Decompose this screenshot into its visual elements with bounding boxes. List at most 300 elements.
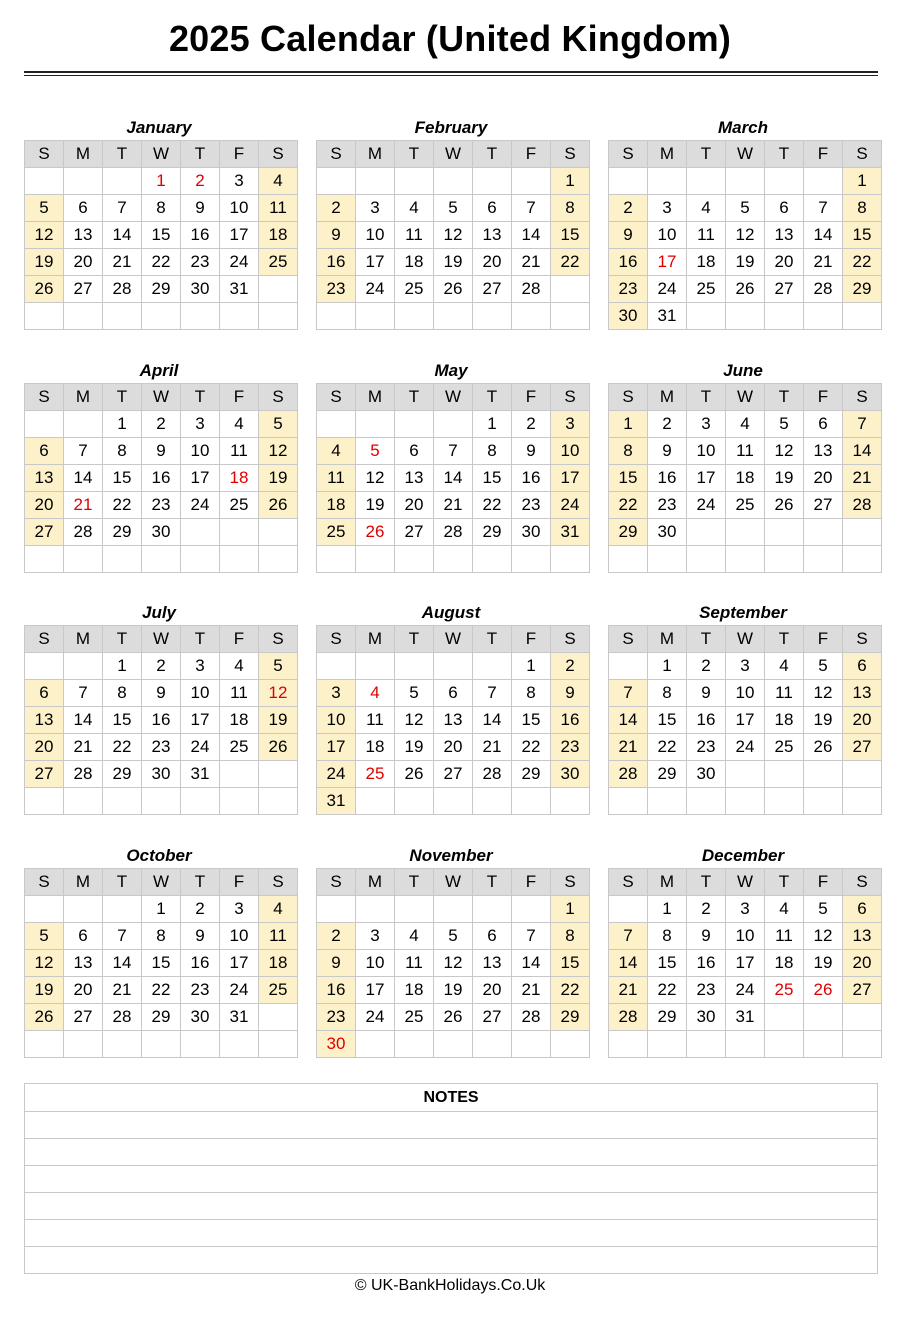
day-cell[interactable]: 6 xyxy=(64,923,103,950)
day-cell[interactable]: 29 xyxy=(103,519,142,546)
day-cell[interactable]: 30 xyxy=(142,761,181,788)
day-cell[interactable]: 4 xyxy=(687,195,726,222)
day-cell[interactable]: 6 xyxy=(395,438,434,465)
day-cell[interactable]: 8 xyxy=(473,438,512,465)
day-cell[interactable]: 4 xyxy=(317,438,356,465)
day-cell[interactable]: 18 xyxy=(687,249,726,276)
day-cell[interactable]: 11 xyxy=(726,438,765,465)
day-cell[interactable]: 1 xyxy=(103,411,142,438)
day-cell[interactable]: 10 xyxy=(551,438,590,465)
day-cell[interactable]: 13 xyxy=(25,465,64,492)
day-cell[interactable]: 23 xyxy=(687,977,726,1004)
day-cell[interactable]: 16 xyxy=(181,222,220,249)
day-cell[interactable]: 26 xyxy=(765,492,804,519)
day-cell[interactable]: 13 xyxy=(765,222,804,249)
day-cell[interactable]: 5 xyxy=(259,411,298,438)
notes-line[interactable] xyxy=(25,1247,877,1273)
day-cell[interactable]: 16 xyxy=(317,977,356,1004)
day-cell[interactable]: 23 xyxy=(181,249,220,276)
holiday-day-cell[interactable]: 26 xyxy=(804,977,843,1004)
day-cell[interactable]: 16 xyxy=(512,465,551,492)
notes-line[interactable] xyxy=(25,1220,877,1247)
day-cell[interactable]: 3 xyxy=(648,195,687,222)
day-cell[interactable]: 5 xyxy=(804,653,843,680)
day-cell[interactable]: 11 xyxy=(395,222,434,249)
day-cell[interactable]: 11 xyxy=(259,923,298,950)
day-cell[interactable]: 25 xyxy=(317,519,356,546)
day-cell[interactable]: 18 xyxy=(317,492,356,519)
day-cell[interactable]: 18 xyxy=(765,707,804,734)
day-cell[interactable]: 26 xyxy=(259,734,298,761)
day-cell[interactable]: 11 xyxy=(687,222,726,249)
day-cell[interactable]: 9 xyxy=(142,680,181,707)
day-cell[interactable]: 16 xyxy=(317,249,356,276)
day-cell[interactable]: 8 xyxy=(609,438,648,465)
day-cell[interactable]: 13 xyxy=(64,222,103,249)
day-cell[interactable]: 16 xyxy=(142,465,181,492)
day-cell[interactable]: 13 xyxy=(804,438,843,465)
day-cell[interactable]: 21 xyxy=(609,734,648,761)
day-cell[interactable]: 23 xyxy=(142,734,181,761)
day-cell[interactable]: 8 xyxy=(843,195,882,222)
day-cell[interactable]: 27 xyxy=(843,734,882,761)
day-cell[interactable]: 7 xyxy=(103,923,142,950)
day-cell[interactable]: 1 xyxy=(142,896,181,923)
day-cell[interactable]: 29 xyxy=(142,276,181,303)
day-cell[interactable]: 29 xyxy=(473,519,512,546)
day-cell[interactable]: 25 xyxy=(259,249,298,276)
day-cell[interactable]: 25 xyxy=(259,977,298,1004)
day-cell[interactable]: 2 xyxy=(687,896,726,923)
day-cell[interactable]: 28 xyxy=(103,1004,142,1031)
day-cell[interactable]: 15 xyxy=(512,707,551,734)
day-cell[interactable]: 17 xyxy=(220,222,259,249)
day-cell[interactable]: 14 xyxy=(512,950,551,977)
day-cell[interactable]: 11 xyxy=(765,923,804,950)
day-cell[interactable]: 21 xyxy=(473,734,512,761)
day-cell[interactable]: 24 xyxy=(181,734,220,761)
day-cell[interactable]: 6 xyxy=(804,411,843,438)
day-cell[interactable]: 16 xyxy=(551,707,590,734)
day-cell[interactable]: 24 xyxy=(687,492,726,519)
day-cell[interactable]: 7 xyxy=(804,195,843,222)
day-cell[interactable]: 9 xyxy=(317,950,356,977)
day-cell[interactable]: 9 xyxy=(142,438,181,465)
day-cell[interactable]: 18 xyxy=(395,249,434,276)
day-cell[interactable]: 1 xyxy=(648,896,687,923)
day-cell[interactable]: 25 xyxy=(220,734,259,761)
day-cell[interactable]: 2 xyxy=(317,923,356,950)
day-cell[interactable]: 15 xyxy=(843,222,882,249)
day-cell[interactable]: 9 xyxy=(512,438,551,465)
day-cell[interactable]: 4 xyxy=(726,411,765,438)
day-cell[interactable]: 21 xyxy=(609,977,648,1004)
day-cell[interactable]: 4 xyxy=(765,653,804,680)
day-cell[interactable]: 12 xyxy=(804,923,843,950)
day-cell[interactable]: 10 xyxy=(726,923,765,950)
day-cell[interactable]: 25 xyxy=(726,492,765,519)
day-cell[interactable]: 14 xyxy=(434,465,473,492)
day-cell[interactable]: 17 xyxy=(726,950,765,977)
day-cell[interactable]: 29 xyxy=(843,276,882,303)
day-cell[interactable]: 18 xyxy=(259,222,298,249)
day-cell[interactable]: 22 xyxy=(103,734,142,761)
day-cell[interactable]: 26 xyxy=(25,1004,64,1031)
day-cell[interactable]: 2 xyxy=(551,653,590,680)
day-cell[interactable]: 14 xyxy=(103,222,142,249)
day-cell[interactable]: 30 xyxy=(181,1004,220,1031)
day-cell[interactable]: 5 xyxy=(25,923,64,950)
day-cell[interactable]: 20 xyxy=(64,249,103,276)
day-cell[interactable]: 7 xyxy=(843,411,882,438)
day-cell[interactable]: 13 xyxy=(473,950,512,977)
day-cell[interactable]: 19 xyxy=(259,707,298,734)
day-cell[interactable]: 2 xyxy=(317,195,356,222)
day-cell[interactable]: 27 xyxy=(64,1004,103,1031)
day-cell[interactable]: 8 xyxy=(103,680,142,707)
day-cell[interactable]: 22 xyxy=(473,492,512,519)
day-cell[interactable]: 29 xyxy=(142,1004,181,1031)
holiday-day-cell[interactable]: 2 xyxy=(181,168,220,195)
day-cell[interactable]: 26 xyxy=(25,276,64,303)
day-cell[interactable]: 7 xyxy=(434,438,473,465)
day-cell[interactable]: 18 xyxy=(395,977,434,1004)
day-cell[interactable]: 24 xyxy=(220,249,259,276)
day-cell[interactable]: 3 xyxy=(181,411,220,438)
day-cell[interactable]: 24 xyxy=(648,276,687,303)
day-cell[interactable]: 26 xyxy=(259,492,298,519)
day-cell[interactable]: 19 xyxy=(25,249,64,276)
day-cell[interactable]: 28 xyxy=(64,519,103,546)
day-cell[interactable]: 8 xyxy=(142,923,181,950)
day-cell[interactable]: 20 xyxy=(25,734,64,761)
day-cell[interactable]: 7 xyxy=(512,923,551,950)
day-cell[interactable]: 12 xyxy=(765,438,804,465)
day-cell[interactable]: 15 xyxy=(648,950,687,977)
day-cell[interactable]: 13 xyxy=(25,707,64,734)
day-cell[interactable]: 5 xyxy=(259,653,298,680)
day-cell[interactable]: 27 xyxy=(25,519,64,546)
day-cell[interactable]: 16 xyxy=(687,950,726,977)
holiday-day-cell[interactable]: 25 xyxy=(765,977,804,1004)
day-cell[interactable]: 11 xyxy=(317,465,356,492)
day-cell[interactable]: 11 xyxy=(220,680,259,707)
day-cell[interactable]: 8 xyxy=(551,923,590,950)
day-cell[interactable]: 21 xyxy=(512,249,551,276)
day-cell[interactable]: 3 xyxy=(687,411,726,438)
holiday-day-cell[interactable]: 21 xyxy=(64,492,103,519)
day-cell[interactable]: 14 xyxy=(64,707,103,734)
day-cell[interactable]: 18 xyxy=(726,465,765,492)
day-cell[interactable]: 28 xyxy=(103,276,142,303)
day-cell[interactable]: 19 xyxy=(726,249,765,276)
day-cell[interactable]: 6 xyxy=(843,896,882,923)
day-cell[interactable]: 3 xyxy=(317,680,356,707)
day-cell[interactable]: 11 xyxy=(220,438,259,465)
day-cell[interactable]: 6 xyxy=(765,195,804,222)
day-cell[interactable]: 17 xyxy=(317,734,356,761)
day-cell[interactable]: 22 xyxy=(142,249,181,276)
day-cell[interactable]: 22 xyxy=(551,977,590,1004)
day-cell[interactable]: 3 xyxy=(220,168,259,195)
day-cell[interactable]: 5 xyxy=(25,195,64,222)
day-cell[interactable]: 23 xyxy=(317,276,356,303)
notes-line[interactable] xyxy=(25,1139,877,1166)
day-cell[interactable]: 28 xyxy=(843,492,882,519)
day-cell[interactable]: 3 xyxy=(726,896,765,923)
day-cell[interactable]: 3 xyxy=(356,195,395,222)
holiday-day-cell[interactable]: 17 xyxy=(648,249,687,276)
day-cell[interactable]: 19 xyxy=(804,950,843,977)
day-cell[interactable]: 12 xyxy=(25,222,64,249)
day-cell[interactable]: 31 xyxy=(181,761,220,788)
day-cell[interactable]: 10 xyxy=(181,438,220,465)
day-cell[interactable]: 14 xyxy=(103,950,142,977)
day-cell[interactable]: 8 xyxy=(142,195,181,222)
day-cell[interactable]: 23 xyxy=(648,492,687,519)
day-cell[interactable]: 19 xyxy=(434,977,473,1004)
day-cell[interactable]: 30 xyxy=(551,761,590,788)
day-cell[interactable]: 24 xyxy=(356,1004,395,1031)
day-cell[interactable]: 12 xyxy=(259,438,298,465)
day-cell[interactable]: 7 xyxy=(64,438,103,465)
day-cell[interactable]: 1 xyxy=(843,168,882,195)
day-cell[interactable]: 7 xyxy=(473,680,512,707)
day-cell[interactable]: 28 xyxy=(434,519,473,546)
holiday-day-cell[interactable]: 26 xyxy=(356,519,395,546)
day-cell[interactable]: 10 xyxy=(648,222,687,249)
day-cell[interactable]: 24 xyxy=(317,761,356,788)
day-cell[interactable]: 23 xyxy=(551,734,590,761)
day-cell[interactable]: 10 xyxy=(220,923,259,950)
day-cell[interactable]: 2 xyxy=(648,411,687,438)
day-cell[interactable]: 19 xyxy=(356,492,395,519)
day-cell[interactable]: 14 xyxy=(843,438,882,465)
day-cell[interactable]: 6 xyxy=(473,195,512,222)
day-cell[interactable]: 18 xyxy=(259,950,298,977)
day-cell[interactable]: 31 xyxy=(648,303,687,330)
day-cell[interactable]: 13 xyxy=(843,923,882,950)
day-cell[interactable]: 14 xyxy=(609,950,648,977)
day-cell[interactable]: 24 xyxy=(220,977,259,1004)
day-cell[interactable]: 17 xyxy=(220,950,259,977)
day-cell[interactable]: 2 xyxy=(142,411,181,438)
day-cell[interactable]: 12 xyxy=(395,707,434,734)
day-cell[interactable]: 15 xyxy=(103,465,142,492)
day-cell[interactable]: 5 xyxy=(395,680,434,707)
day-cell[interactable]: 22 xyxy=(648,734,687,761)
day-cell[interactable]: 12 xyxy=(25,950,64,977)
day-cell[interactable]: 21 xyxy=(804,249,843,276)
day-cell[interactable]: 6 xyxy=(25,680,64,707)
day-cell[interactable]: 1 xyxy=(103,653,142,680)
day-cell[interactable]: 24 xyxy=(356,276,395,303)
day-cell[interactable]: 3 xyxy=(726,653,765,680)
day-cell[interactable]: 27 xyxy=(25,761,64,788)
day-cell[interactable]: 20 xyxy=(765,249,804,276)
day-cell[interactable]: 21 xyxy=(434,492,473,519)
day-cell[interactable]: 5 xyxy=(434,195,473,222)
day-cell[interactable]: 15 xyxy=(142,950,181,977)
day-cell[interactable]: 11 xyxy=(765,680,804,707)
day-cell[interactable]: 10 xyxy=(726,680,765,707)
day-cell[interactable]: 9 xyxy=(609,222,648,249)
day-cell[interactable]: 6 xyxy=(25,438,64,465)
day-cell[interactable]: 7 xyxy=(512,195,551,222)
day-cell[interactable]: 27 xyxy=(434,761,473,788)
day-cell[interactable]: 12 xyxy=(434,950,473,977)
day-cell[interactable]: 9 xyxy=(181,195,220,222)
day-cell[interactable]: 20 xyxy=(843,707,882,734)
day-cell[interactable]: 27 xyxy=(804,492,843,519)
day-cell[interactable]: 13 xyxy=(473,222,512,249)
day-cell[interactable]: 25 xyxy=(765,734,804,761)
day-cell[interactable]: 26 xyxy=(434,276,473,303)
day-cell[interactable]: 16 xyxy=(181,950,220,977)
day-cell[interactable]: 24 xyxy=(181,492,220,519)
day-cell[interactable]: 22 xyxy=(103,492,142,519)
day-cell[interactable]: 23 xyxy=(142,492,181,519)
day-cell[interactable]: 22 xyxy=(512,734,551,761)
day-cell[interactable]: 19 xyxy=(765,465,804,492)
day-cell[interactable]: 3 xyxy=(551,411,590,438)
holiday-day-cell[interactable]: 30 xyxy=(317,1031,356,1058)
day-cell[interactable]: 10 xyxy=(181,680,220,707)
day-cell[interactable]: 31 xyxy=(317,788,356,815)
day-cell[interactable]: 15 xyxy=(103,707,142,734)
day-cell[interactable]: 21 xyxy=(843,465,882,492)
day-cell[interactable]: 30 xyxy=(687,1004,726,1031)
day-cell[interactable]: 11 xyxy=(395,950,434,977)
day-cell[interactable]: 12 xyxy=(804,680,843,707)
day-cell[interactable]: 8 xyxy=(551,195,590,222)
day-cell[interactable]: 4 xyxy=(220,653,259,680)
day-cell[interactable]: 27 xyxy=(473,276,512,303)
day-cell[interactable]: 9 xyxy=(181,923,220,950)
day-cell[interactable]: 9 xyxy=(317,222,356,249)
day-cell[interactable]: 7 xyxy=(103,195,142,222)
day-cell[interactable]: 20 xyxy=(843,950,882,977)
day-cell[interactable]: 20 xyxy=(25,492,64,519)
day-cell[interactable]: 4 xyxy=(395,195,434,222)
day-cell[interactable]: 17 xyxy=(551,465,590,492)
day-cell[interactable]: 25 xyxy=(395,276,434,303)
day-cell[interactable]: 4 xyxy=(220,411,259,438)
day-cell[interactable]: 30 xyxy=(181,276,220,303)
day-cell[interactable]: 17 xyxy=(181,707,220,734)
day-cell[interactable]: 28 xyxy=(609,1004,648,1031)
day-cell[interactable]: 2 xyxy=(687,653,726,680)
day-cell[interactable]: 15 xyxy=(609,465,648,492)
day-cell[interactable]: 1 xyxy=(609,411,648,438)
day-cell[interactable]: 25 xyxy=(687,276,726,303)
day-cell[interactable]: 2 xyxy=(609,195,648,222)
day-cell[interactable]: 17 xyxy=(356,977,395,1004)
day-cell[interactable]: 13 xyxy=(434,707,473,734)
day-cell[interactable]: 15 xyxy=(551,950,590,977)
notes-line[interactable] xyxy=(25,1112,877,1139)
day-cell[interactable]: 30 xyxy=(609,303,648,330)
day-cell[interactable]: 11 xyxy=(259,195,298,222)
holiday-day-cell[interactable]: 25 xyxy=(356,761,395,788)
day-cell[interactable]: 13 xyxy=(64,950,103,977)
holiday-day-cell[interactable]: 4 xyxy=(356,680,395,707)
day-cell[interactable]: 31 xyxy=(220,276,259,303)
day-cell[interactable]: 5 xyxy=(804,896,843,923)
day-cell[interactable]: 21 xyxy=(64,734,103,761)
day-cell[interactable]: 27 xyxy=(765,276,804,303)
holiday-day-cell[interactable]: 12 xyxy=(259,680,298,707)
day-cell[interactable]: 22 xyxy=(551,249,590,276)
day-cell[interactable]: 22 xyxy=(142,977,181,1004)
day-cell[interactable]: 27 xyxy=(843,977,882,1004)
day-cell[interactable]: 8 xyxy=(512,680,551,707)
day-cell[interactable]: 10 xyxy=(356,950,395,977)
day-cell[interactable]: 7 xyxy=(609,680,648,707)
notes-line[interactable] xyxy=(25,1166,877,1193)
day-cell[interactable]: 13 xyxy=(395,465,434,492)
day-cell[interactable]: 9 xyxy=(648,438,687,465)
day-cell[interactable]: 19 xyxy=(259,465,298,492)
day-cell[interactable]: 10 xyxy=(687,438,726,465)
day-cell[interactable]: 19 xyxy=(804,707,843,734)
day-cell[interactable]: 14 xyxy=(804,222,843,249)
day-cell[interactable]: 4 xyxy=(395,923,434,950)
day-cell[interactable]: 20 xyxy=(64,977,103,1004)
day-cell[interactable]: 8 xyxy=(648,680,687,707)
day-cell[interactable]: 29 xyxy=(609,519,648,546)
day-cell[interactable]: 6 xyxy=(843,653,882,680)
day-cell[interactable]: 29 xyxy=(648,761,687,788)
day-cell[interactable]: 15 xyxy=(551,222,590,249)
day-cell[interactable]: 5 xyxy=(765,411,804,438)
day-cell[interactable]: 2 xyxy=(512,411,551,438)
day-cell[interactable]: 23 xyxy=(609,276,648,303)
day-cell[interactable]: 29 xyxy=(648,1004,687,1031)
day-cell[interactable]: 1 xyxy=(473,411,512,438)
day-cell[interactable]: 20 xyxy=(804,465,843,492)
day-cell[interactable]: 7 xyxy=(609,923,648,950)
day-cell[interactable]: 6 xyxy=(64,195,103,222)
day-cell[interactable]: 15 xyxy=(473,465,512,492)
day-cell[interactable]: 20 xyxy=(434,734,473,761)
day-cell[interactable]: 23 xyxy=(181,977,220,1004)
day-cell[interactable]: 26 xyxy=(434,1004,473,1031)
day-cell[interactable]: 10 xyxy=(220,195,259,222)
day-cell[interactable]: 4 xyxy=(765,896,804,923)
day-cell[interactable]: 16 xyxy=(687,707,726,734)
day-cell[interactable]: 19 xyxy=(395,734,434,761)
day-cell[interactable]: 7 xyxy=(64,680,103,707)
day-cell[interactable]: 19 xyxy=(434,249,473,276)
day-cell[interactable]: 26 xyxy=(395,761,434,788)
day-cell[interactable]: 30 xyxy=(648,519,687,546)
day-cell[interactable]: 27 xyxy=(473,1004,512,1031)
day-cell[interactable]: 3 xyxy=(356,923,395,950)
day-cell[interactable]: 3 xyxy=(181,653,220,680)
day-cell[interactable]: 21 xyxy=(103,977,142,1004)
day-cell[interactable]: 22 xyxy=(609,492,648,519)
day-cell[interactable]: 28 xyxy=(64,761,103,788)
day-cell[interactable]: 14 xyxy=(609,707,648,734)
day-cell[interactable]: 28 xyxy=(512,1004,551,1031)
day-cell[interactable]: 14 xyxy=(64,465,103,492)
day-cell[interactable]: 2 xyxy=(181,896,220,923)
day-cell[interactable]: 23 xyxy=(687,734,726,761)
day-cell[interactable]: 9 xyxy=(551,680,590,707)
day-cell[interactable]: 18 xyxy=(220,707,259,734)
notes-line[interactable] xyxy=(25,1193,877,1220)
